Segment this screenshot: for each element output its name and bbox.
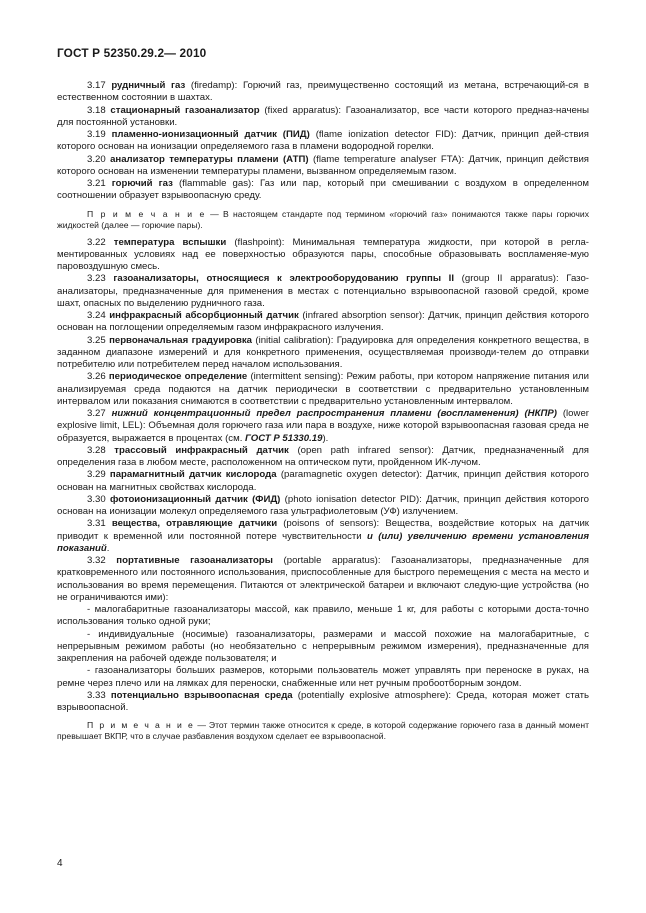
entry-term: фотоионизационный датчик (ФИД) xyxy=(109,493,281,505)
entry-text: (flammable gas): Газ или пар, который при смешивании с воздухом в определенном соотношении образует взрывоопасную среду. xyxy=(57,178,590,202)
entry-term: периодическое определение xyxy=(108,371,248,383)
entry-3-33 xyxy=(57,690,589,715)
document-body xyxy=(57,80,589,742)
entry-term: горючий газ xyxy=(111,178,173,189)
entry-3-21 xyxy=(57,178,589,203)
entry-term: первоначальная градуировка xyxy=(109,334,252,346)
entry-3-23 xyxy=(57,273,589,310)
list-item: - газоанализаторы больших размеров, которыми пользователь может управлять при переноске в руках, на ремне через плечо или на лямках для переноски, снабженные или нет ручным пробоотборным зондом. xyxy=(57,665,589,689)
entry-text: (flame temperature analyser FTA): Датчик, принцип действия которого основан на изменении температуры пламени, вызванном определяемым газом. xyxy=(57,153,589,177)
entry-text: (open path infrared sensor): Датчик, предназначенный для определения газа в любом месте, расположенном на оптическом пути, пройденном ИК-лучом. xyxy=(57,444,590,468)
entry-text: (poisons of sensors): Вещества, воздействие которых на датчик приводит к временной или постоянной потере чувствительности xyxy=(57,518,589,542)
entry-number: 3.21 xyxy=(87,178,112,189)
list-item: - малогабаритные газоанализаторы массой, как правило, меньше 1 кг, для работы с которыми доста-точно использования только одной руки; xyxy=(57,604,589,628)
note-label: П р и м е ч а н и е xyxy=(87,720,195,731)
entry-3-19 xyxy=(57,129,589,154)
entry-term: рудничный газ xyxy=(111,80,186,91)
entry-term: стационарный газоанализатор xyxy=(110,104,260,116)
entry-text: (potentially explosive atmosphere): Среда, которая может стать взрывоопасной. xyxy=(57,689,589,713)
entry-number: 3.23 xyxy=(87,273,114,285)
standard-reference: ГОСТ Р 51330.19 xyxy=(245,432,323,444)
note-1 xyxy=(57,209,589,231)
note-text: — В настоящем стандарте под термином «горючий газ» понимаются также пары горючих жидкостей (далее — горючие пары). xyxy=(57,208,589,230)
entry-text: (firedamp): Горючий газ, преимущественно состоящий из метана, встречающий-ся в естественном состоянии в шахтах. xyxy=(57,80,589,104)
entry-term: анализатор температуры пламени (АТП) xyxy=(110,153,309,165)
entry-text: (photo ionisation detector PID): Датчик, принцип действия которого основан на ионизации молекул определяемого газа ультрафиолетовым (УФ) излучением. xyxy=(57,493,589,517)
entry-number: 3.22 xyxy=(87,236,114,248)
entry-term: пламенно-ионизационный датчик (ПИД) xyxy=(111,129,310,140)
note-2 xyxy=(57,720,589,742)
entry-number: 3.31 xyxy=(87,518,112,530)
entry-3-24 xyxy=(57,310,589,335)
entry-3-27 xyxy=(57,408,589,445)
document-header: ГОСТ Р 52350.29.2— 2010 xyxy=(57,46,207,60)
entry-3-30 xyxy=(57,494,589,519)
note-label: П р и м е ч а н и е xyxy=(87,208,206,219)
entry-text: (intermittent sensing): Режим работы, при котором напряжение питания или анализируемая среда подаются на датчик периодически в соответствии с предварительно установленным интервалом или показания снимаются в соответствии с предварительно установленным интервалом. xyxy=(57,371,589,407)
entry-term: инфракрасный абсорбционный датчик xyxy=(109,310,299,321)
entry-number: 3.17 xyxy=(87,80,112,91)
entry-3-26 xyxy=(57,371,589,408)
entry-3-25 xyxy=(57,335,589,372)
entry-3-31 xyxy=(57,518,589,555)
entry-term: парамагнитный датчик кислорода xyxy=(109,469,277,481)
entry-text: (paramagnetic oxygen detector): Датчик, принцип действия которого основан на магнитных свойствах кислорода. xyxy=(57,469,590,493)
entry-emphasis: и (или) увеличению времени установления показаний xyxy=(57,530,590,554)
entry-number: 3.25 xyxy=(87,334,110,346)
entry-3-32 xyxy=(57,555,589,604)
entry-3-17 xyxy=(57,80,589,105)
entry-number: 3.19 xyxy=(87,129,112,140)
entry-number: 3.26 xyxy=(87,371,109,383)
entry-text: (lower explosive limit, LEL): Объемная доля горючего газа или пара в воздухе, ниже которой взрывоопасная газовая среда не образуется, выражается в процентах (см. xyxy=(57,408,589,444)
entry-number: 3.24 xyxy=(87,310,110,321)
entry-term: потенциально взрывоопасная среда xyxy=(110,689,293,701)
note-text: — Этот термин также относится к среде, в которой содержание горючего газа в данный момент превышает ВКПР, что в случае разбавления воздухом сделает ее взрывоопасной. xyxy=(57,720,590,742)
entry-term: портативные газоанализаторы xyxy=(116,555,273,566)
entry-term: вещества, отравляющие датчики xyxy=(111,518,278,530)
entry-number: 3.29 xyxy=(87,469,110,481)
entry-text: (flashpoint): Минимальная температура жидкости, при которой в регла-ментированных условиях над ее поверхностью образуются пары, способные образовывать воспламеняе-мую паровоздушную смесь. xyxy=(57,236,589,272)
entry-3-18 xyxy=(57,105,589,130)
entry-term: нижний концентрационный предел распространения пламени (воспламенения) (НКПР) xyxy=(111,408,557,419)
page-number: 4 xyxy=(57,858,63,869)
entry-term: газоанализаторы, относящиеся к электрооборудованию группы II xyxy=(113,273,455,285)
entry-number: 3.33 xyxy=(87,689,111,701)
entry-text-end: . xyxy=(106,542,110,554)
entry-term: температура вспышки xyxy=(113,236,227,248)
entry-3-29 xyxy=(57,469,589,494)
entry-number: 3.30 xyxy=(87,493,110,505)
entry-number: 3.18 xyxy=(87,104,111,116)
list-item: - индивидуальные (носимые) газоанализаторы, размерами и массой похожие на малогабаритные, с непрерывным режимом работы (но необязательно с непрерывным режимом измерения), предназначенные для закрепления на рабочей одежде пользователя; и xyxy=(57,628,589,664)
entry-number: 3.27 xyxy=(87,408,112,419)
entry-term: трассовый инфракрасный датчик xyxy=(114,444,289,456)
entry-text: (group II apparatus): Газо-анализаторы, предназначенные для применения в местах с потенциально взрывоопасной газовой средой, кроме шахт, опасных по выделению рудничного газа. xyxy=(57,273,589,309)
entry-text: (fixed apparatus): Газоанализатор, все части которого предназ-начены для постоянной установки. xyxy=(57,104,589,128)
entry-text-end: ). xyxy=(322,432,329,444)
entry-number: 3.32 xyxy=(87,555,117,566)
entry-text: (infrared absorption sensor): Датчик, принцип действия которого основан на поглощении определяемым газом инфракрасного излучения. xyxy=(57,310,589,334)
entry-text: (portable apparatus): Газоанализаторы, предназначенные для кратковременного или постоянного использования, приспособленные для быстрого перемещения с места на место и использования во время перемещения. Питаются от электрической батареи и включают следую-щие устройства (но не ограничиваются ими): xyxy=(57,555,590,603)
entry-3-20 xyxy=(57,154,589,179)
entry-number: 3.28 xyxy=(87,444,115,456)
entry-text: (flame ionization detector FID): Датчик, принцип дей-ствия которого основан на ионизации определяемого газа в пламени водородной горелки. xyxy=(57,129,589,153)
entry-text: (initial calibration): Градуировка для определения конкретного вещества, в заданном диапазоне измерений и для конкретного применения, осуществляемая производи-телем до отправки потребителю или потребителем перед началом использования. xyxy=(57,334,589,370)
entry-3-28 xyxy=(57,445,589,470)
entry-number: 3.20 xyxy=(87,153,111,165)
entry-3-22 xyxy=(57,237,589,274)
